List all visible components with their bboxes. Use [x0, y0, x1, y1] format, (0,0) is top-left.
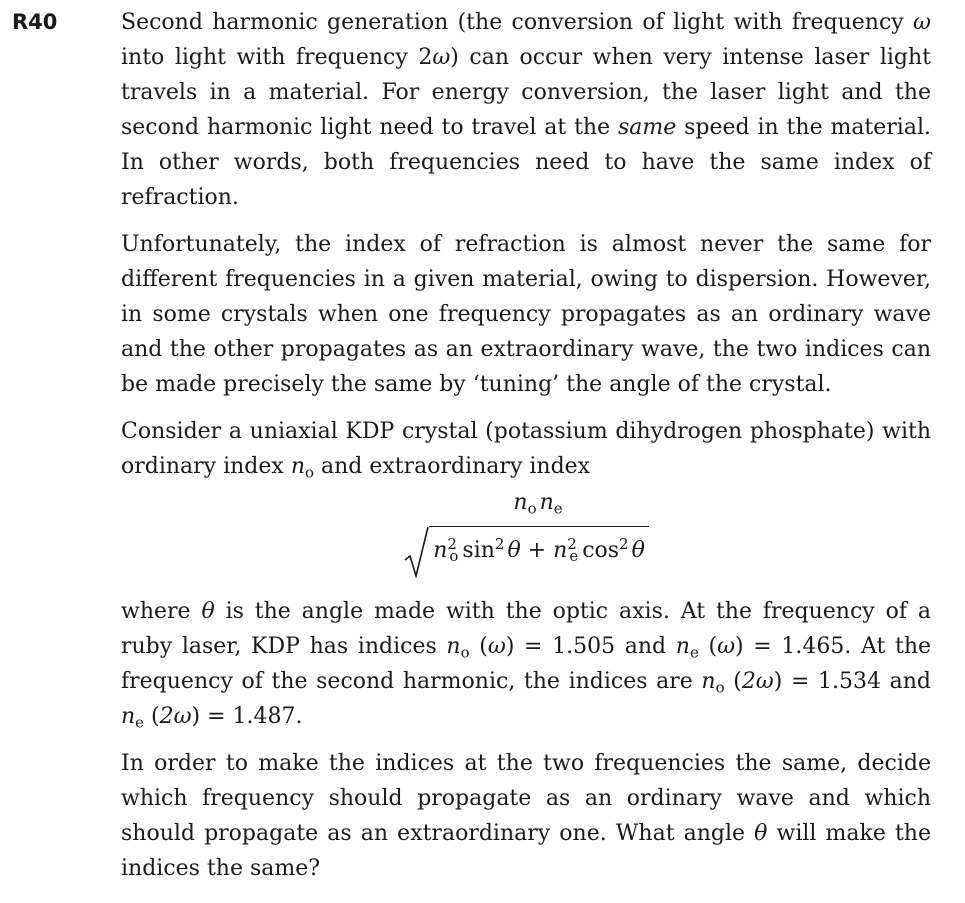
- paragraph-question: In order to make the indices at the two frequencies the same, decide which frequency should propagate as an ordinary wave and which should propagate as an extraordinary one. What angle θ will make the indices the same?: [121, 751, 931, 881]
- paragraph-kdp: Consider a uniaxial KDP crystal (potassium dihydrogen phosphate) with ordinary index $n_o$ and extraordinary index: [121, 419, 931, 482]
- square-root-icon: [403, 524, 429, 578]
- formula-denominator: [403, 524, 649, 578]
- index-formula: [121, 488, 931, 578]
- formula-radicand: $n^2_o$ $\sin^2 \theta + n^2_e$ $\cos^2 \theta$: [429, 526, 649, 578]
- problem-number: R40: [12, 10, 58, 34]
- paragraph-intro: Second harmonic generation (the conversion of light with frequency ω into light with frequency 2ω) can occur when very intense laser light travels in a material. For energy conversion, the laser light and the second harmonic light need to travel at the same speed in the material. In other words, both frequencies need to have the same index of refraction.: [121, 10, 932, 210]
- fraction: [403, 488, 649, 578]
- problem-text: [121, 5, 931, 898]
- formula-numerator: $n_o$ $n_e$: [513, 490, 563, 518]
- paragraph-indices: where θ is the angle made with the optic axis. At the frequency of a ruby laser, KDP has indices $n_o$ (ω) = 1.505 and $n_e$ (ω) = 1.465. At the frequency of the second harmonic, the indices are $n_o$ (2ω) = 1.534 and $n_e$ (2ω) = 1.487.: [121, 599, 932, 732]
- paragraph-dispersion: Unfortunately, the index of refraction is almost never the same for different frequencies in a given material, owing to dispersion. However, in some crystals when one frequency propagates as an ordinary wave and the other propagates as an extraordinary wave, the two indices can be made precisely the same by ‘tuning’ the angle of the crystal.: [121, 232, 931, 397]
